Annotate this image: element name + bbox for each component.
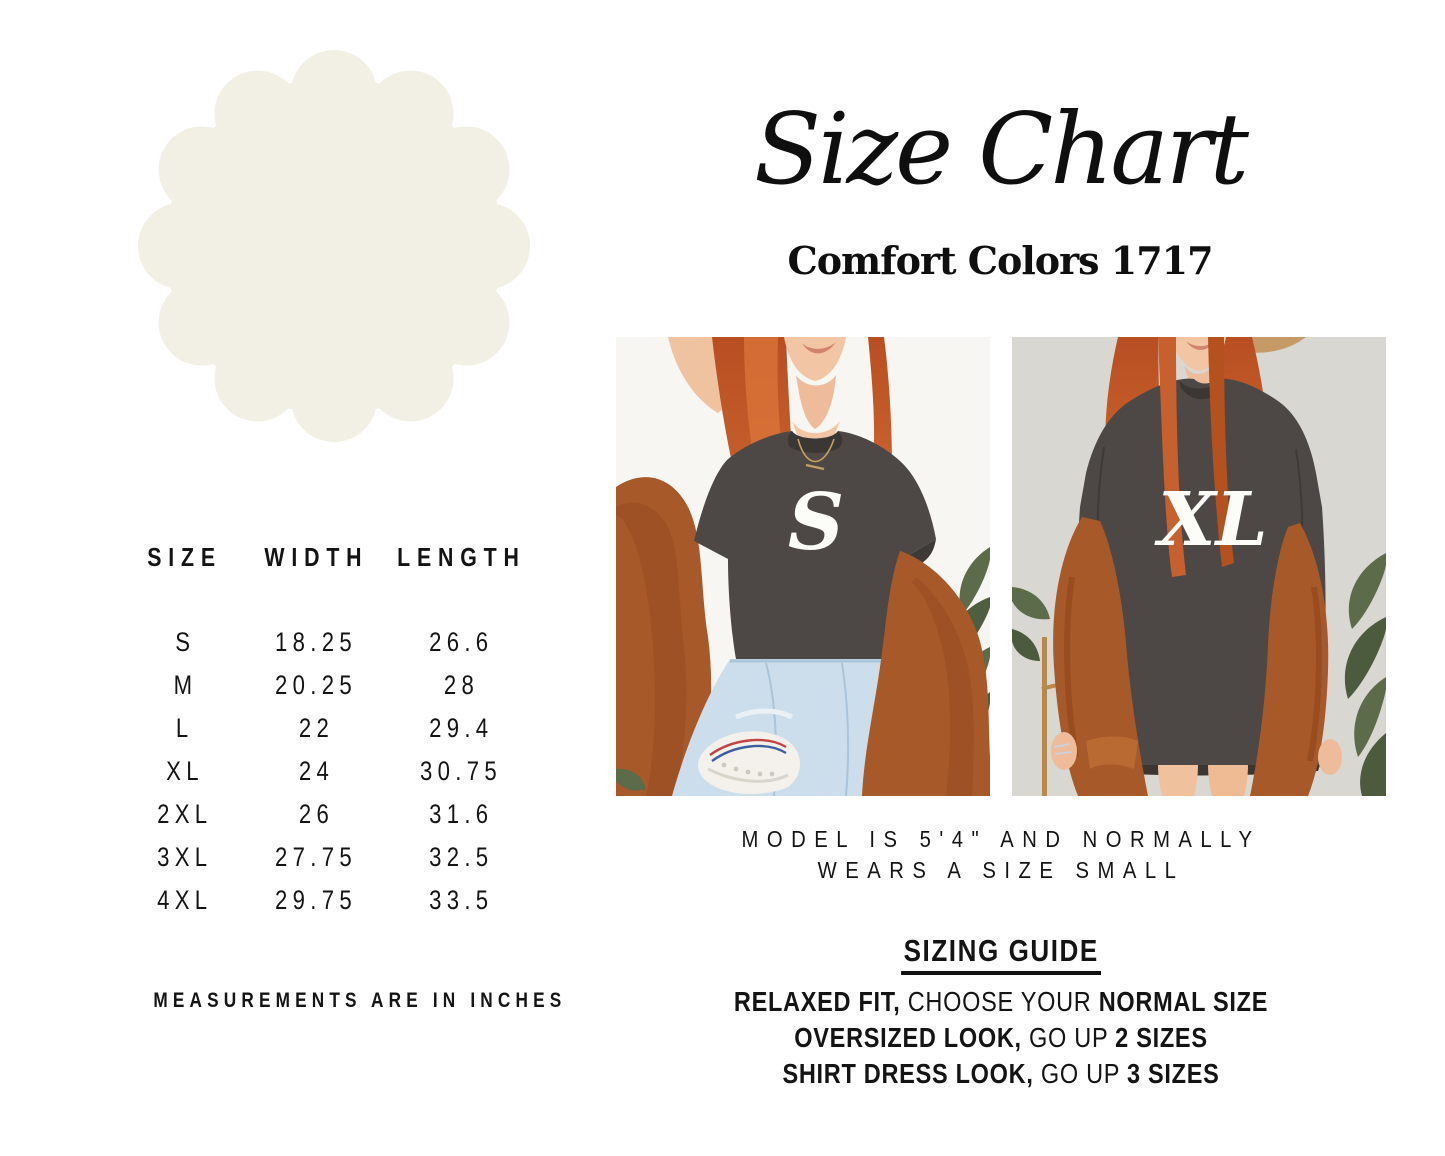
sizing-guide-segment: 3 SIZES	[1127, 1058, 1220, 1089]
size-table-row	[118, 621, 542, 664]
size-table-cell-length: 33.5	[428, 885, 494, 915]
size-table-row	[118, 750, 542, 793]
size-table-row	[118, 793, 542, 836]
size-table-cell-size: M	[173, 670, 197, 700]
sizing-guide-segment: NORMAL SIZE	[1098, 986, 1269, 1017]
size-table-cell-width: 22	[298, 713, 334, 743]
scalloped-flower-shape	[138, 50, 530, 442]
hand-icon	[1051, 732, 1077, 770]
sizing-guide-segment: 2 SIZES	[1115, 1022, 1208, 1053]
size-table-cell-size: 4XL	[157, 885, 213, 915]
sizing-guide-segment: GO UP	[1033, 1058, 1127, 1089]
size-table-cell-length: 26.6	[428, 627, 494, 657]
model-size-s-illustration	[616, 337, 990, 796]
chair-frame-icon	[1042, 637, 1047, 796]
sizing-guide-title: SIZING GUIDE	[901, 933, 1101, 975]
shirt-size-letter-xl: XL	[1158, 477, 1268, 563]
measurements-footnote: MEASUREMENTS ARE IN INCHES	[153, 989, 567, 1012]
photo-model-size-xl	[1012, 337, 1386, 796]
sizing-guide-segment: SHIRT DRESS LOOK,	[782, 1058, 1034, 1089]
size-table-cell-length: 30.75	[420, 756, 502, 786]
sizing-guide-segment: OVERSIZED LOOK,	[794, 1022, 1022, 1053]
model-size-xl-illustration	[1012, 337, 1386, 796]
size-table-cell-width: 24	[298, 756, 334, 786]
model-caption-line1: MODEL IS 5'4" AND NORMALLY	[741, 826, 1261, 852]
sizing-guide	[616, 933, 1386, 1092]
size-table-cell-length: 32.5	[428, 842, 494, 872]
size-table-row	[118, 707, 542, 750]
size-table-cell-width: 26	[298, 799, 334, 829]
page-subtitle: Comfort Colors 1717	[787, 238, 1213, 283]
sizing-guide-line	[678, 1056, 1325, 1092]
model-caption	[616, 824, 1386, 886]
photo-model-size-s	[616, 337, 990, 796]
size-table-cell-length: 31.6	[428, 799, 494, 829]
size-table-cell-size: XL	[166, 756, 204, 786]
size-table-row	[118, 879, 542, 922]
size-table-cell-size: 2XL	[157, 799, 213, 829]
size-table-cell-width: 27.75	[275, 842, 357, 872]
sizing-guide-segment: RELAXED FIT,	[733, 986, 901, 1017]
column-header-width: WIDTH	[264, 542, 368, 572]
sizing-guide-lines	[616, 984, 1386, 1092]
sizing-guide-segment: CHOOSE YOUR	[900, 986, 1099, 1017]
sizing-guide-line	[678, 984, 1325, 1020]
size-table-cell-length: 28	[443, 670, 479, 700]
size-table-cell-width: 20.25	[275, 670, 357, 700]
sizing-guide-line	[678, 1020, 1325, 1056]
sizing-guide-segment: GO UP	[1021, 1022, 1116, 1053]
size-table-rows	[118, 621, 542, 922]
size-table-cell-width: 29.75	[275, 885, 357, 915]
size-table-cell-length: 29.4	[428, 713, 494, 743]
column-header-length: LENGTH	[396, 542, 526, 572]
size-table-cell-size: S	[174, 627, 196, 657]
page-title: Size Chart	[753, 93, 1246, 207]
size-table-cell-width: 18.25	[275, 627, 357, 657]
size-table-header	[118, 542, 542, 572]
shirt-size-letter-s: S	[787, 477, 845, 568]
size-table-row	[118, 664, 542, 707]
column-header-size: SIZE	[147, 542, 223, 572]
model-caption-line2: WEARS A SIZE SMALL	[817, 857, 1185, 883]
size-table-row	[118, 836, 542, 879]
hand-icon	[1318, 739, 1342, 775]
size-table-cell-size: L	[176, 713, 194, 743]
size-table-cell-size: 3XL	[157, 842, 213, 872]
